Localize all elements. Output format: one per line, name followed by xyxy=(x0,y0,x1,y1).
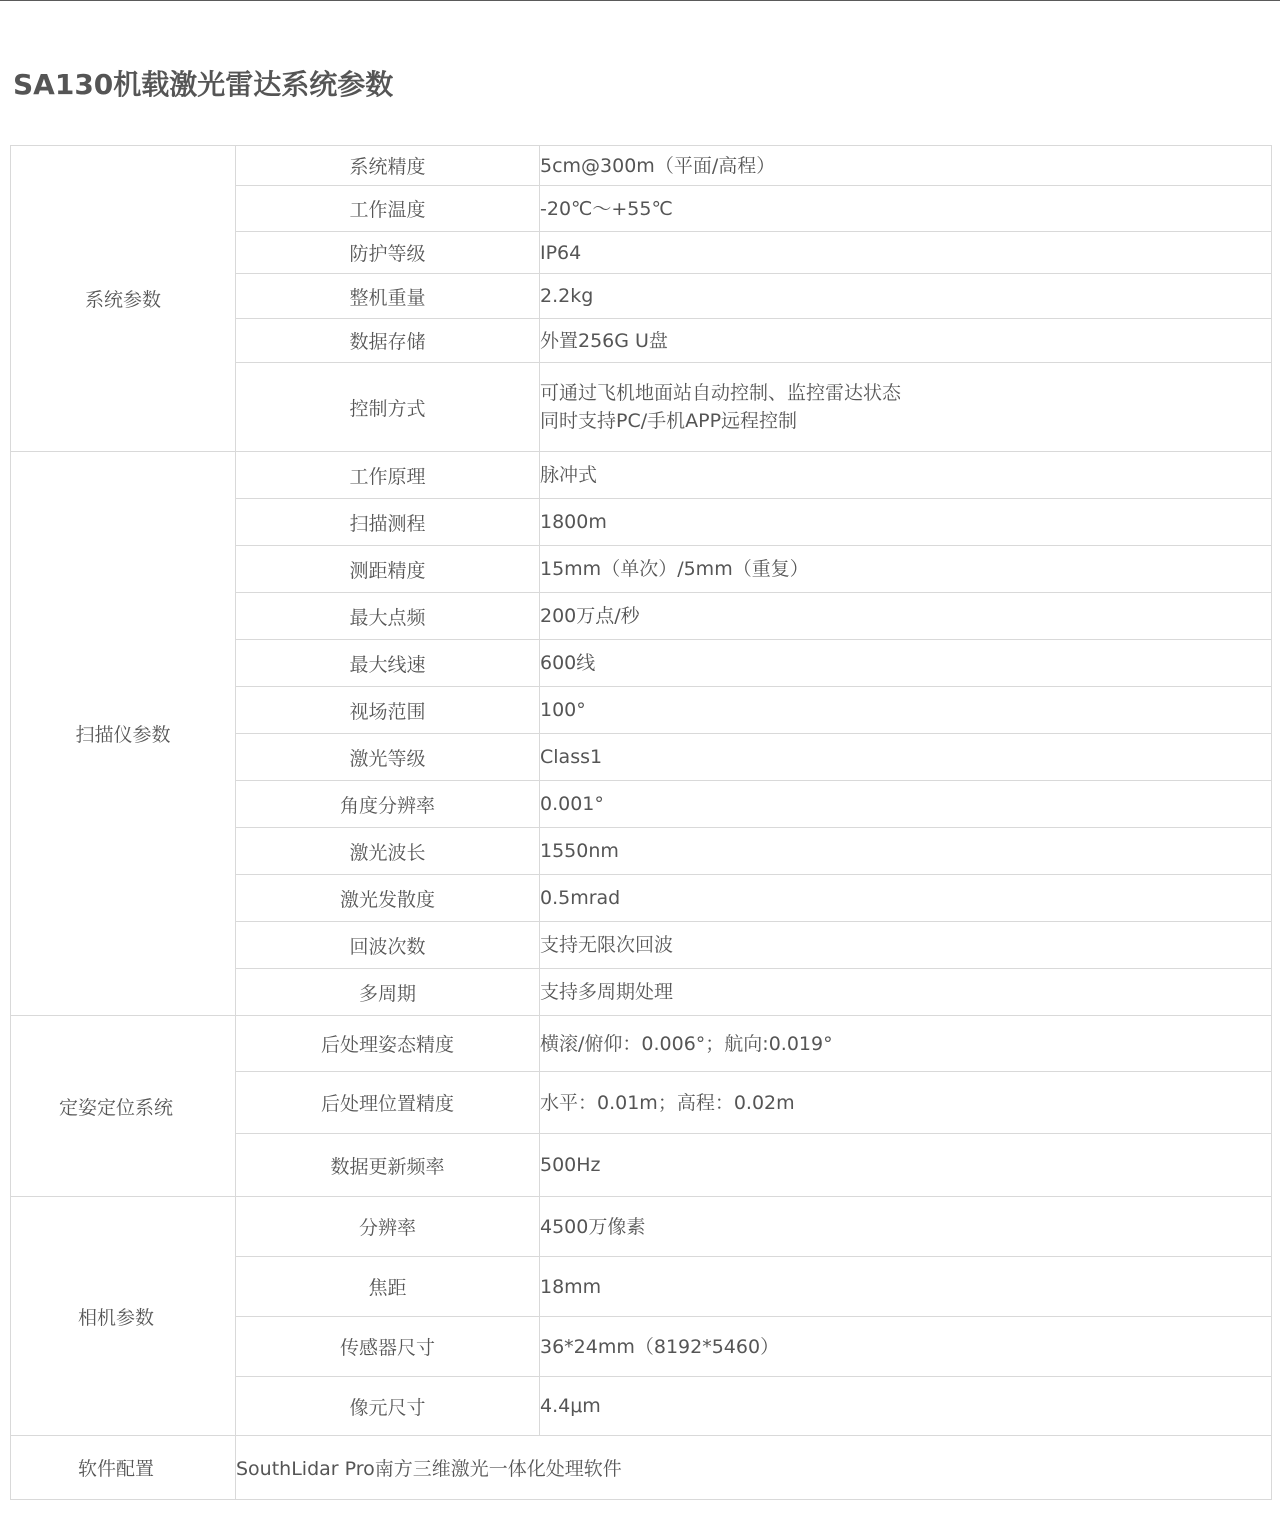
param-label: 扫描测程 xyxy=(236,499,540,546)
param-label: 最大线速 xyxy=(236,640,540,687)
param-value: 水平：0.01m；高程：0.02m xyxy=(540,1072,1272,1134)
param-label: 激光波长 xyxy=(236,828,540,875)
param-label: 焦距 xyxy=(236,1257,540,1317)
param-label: 激光发散度 xyxy=(236,875,540,922)
group-label-camera: 相机参数 xyxy=(11,1197,236,1436)
param-value-line: 同时支持PC/手机APP远程控制 xyxy=(540,410,798,432)
group-label-software: 软件配置 xyxy=(11,1436,236,1500)
param-value: IP64 xyxy=(540,232,1272,274)
param-value: 0.5mrad xyxy=(540,875,1272,922)
param-value: 外置256G U盘 xyxy=(540,319,1272,363)
top-divider xyxy=(0,0,1280,1)
param-label: 激光等级 xyxy=(236,734,540,781)
param-label: 传感器尺寸 xyxy=(236,1317,540,1377)
param-label: 后处理位置精度 xyxy=(236,1072,540,1134)
param-value: 200万点/秒 xyxy=(540,593,1272,640)
param-value: 600线 xyxy=(540,640,1272,687)
param-value: 36*24mm（8192*5460） xyxy=(540,1317,1272,1377)
param-label: 工作温度 xyxy=(236,186,540,232)
param-label: 系统精度 xyxy=(236,146,540,186)
param-label: 多周期 xyxy=(236,969,540,1016)
param-value: 500Hz xyxy=(540,1134,1272,1197)
param-value-line: 可通过飞机地面站自动控制、监控雷达状态 xyxy=(540,382,902,404)
param-label: 最大点频 xyxy=(236,593,540,640)
table-row xyxy=(11,452,1272,499)
param-value: 5cm@300m（平面/高程） xyxy=(540,146,1272,186)
table-row xyxy=(11,1016,1272,1072)
table-row xyxy=(11,1436,1272,1500)
param-label: 像元尺寸 xyxy=(236,1377,540,1436)
param-value: 4500万像素 xyxy=(540,1197,1272,1257)
param-value: 15mm（单次）/5mm（重复） xyxy=(540,546,1272,593)
param-value: 1800m xyxy=(540,499,1272,546)
param-label: 后处理姿态精度 xyxy=(236,1016,540,1072)
param-value: 1550nm xyxy=(540,828,1272,875)
param-label: 角度分辨率 xyxy=(236,781,540,828)
param-label: 分辨率 xyxy=(236,1197,540,1257)
param-label: 数据更新频率 xyxy=(236,1134,540,1197)
param-value: 100° xyxy=(540,687,1272,734)
param-label: 控制方式 xyxy=(236,363,540,452)
param-label: 回波次数 xyxy=(236,922,540,969)
param-value: 4.4μm xyxy=(540,1377,1272,1436)
param-value: Class1 xyxy=(540,734,1272,781)
param-label: 测距精度 xyxy=(236,546,540,593)
group-label-pos: 定姿定位系统 xyxy=(11,1016,236,1197)
param-value: 18mm xyxy=(540,1257,1272,1317)
param-label: 防护等级 xyxy=(236,232,540,274)
param-value xyxy=(540,363,1272,452)
param-value: -20℃～+55℃ xyxy=(540,186,1272,232)
param-value: 脉冲式 xyxy=(540,452,1272,499)
group-label-scanner: 扫描仪参数 xyxy=(11,452,236,1016)
param-value: 0.001° xyxy=(540,781,1272,828)
param-label: 视场范围 xyxy=(236,687,540,734)
param-label: 工作原理 xyxy=(236,452,540,499)
table-row xyxy=(11,146,1272,186)
spec-table xyxy=(10,145,1272,1500)
param-label: 数据存储 xyxy=(236,319,540,363)
param-value: 2.2kg xyxy=(540,274,1272,319)
group-label-system: 系统参数 xyxy=(11,146,236,452)
param-value: 横滚/俯仰：0.006°；航向:0.019° xyxy=(540,1016,1272,1072)
param-value: 支持无限次回波 xyxy=(540,922,1272,969)
param-label: 整机重量 xyxy=(236,274,540,319)
param-value: 支持多周期处理 xyxy=(540,969,1272,1016)
table-row xyxy=(11,1197,1272,1257)
page-title: SA130机载激光雷达系统参数 xyxy=(13,68,394,101)
software-value: SouthLidar Pro南方三维激光一体化处理软件 xyxy=(236,1436,1272,1500)
